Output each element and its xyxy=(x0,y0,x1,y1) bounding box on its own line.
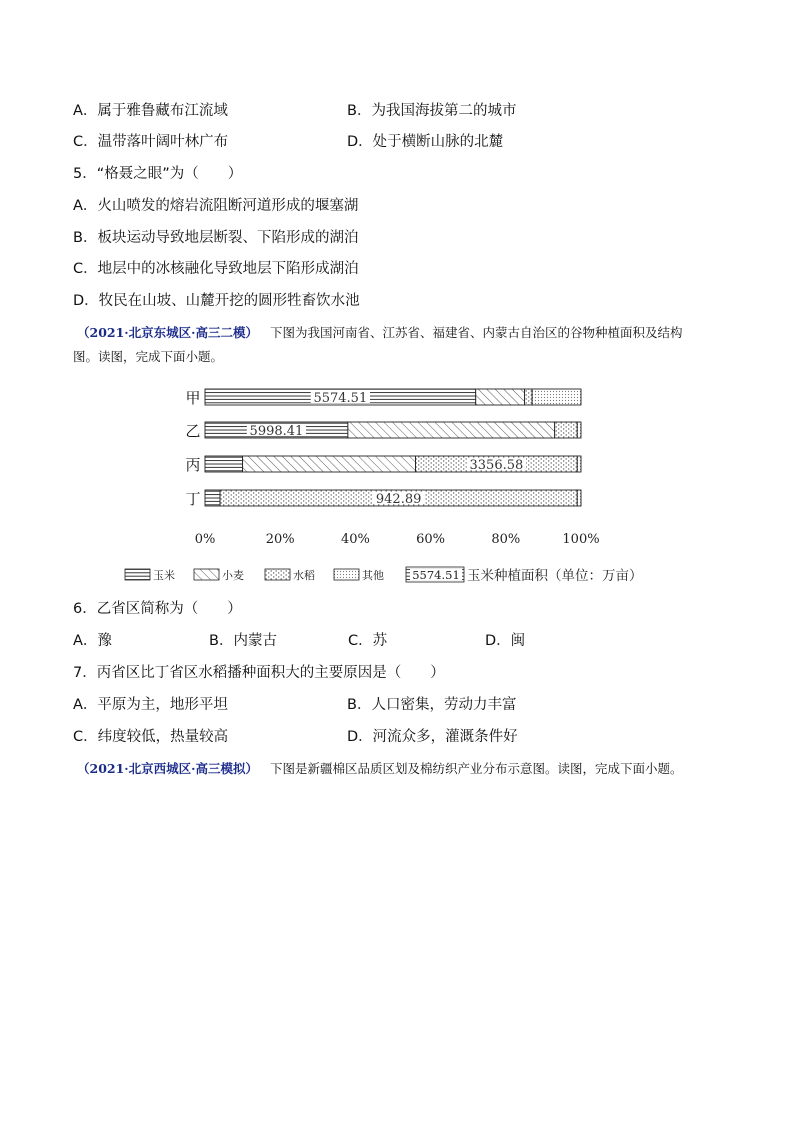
legend-swatch xyxy=(334,569,359,580)
q7-option-b: B．人口密集，劳动力丰富 xyxy=(347,697,517,713)
legend-label: 其他 xyxy=(362,569,384,582)
category-label: 丙 xyxy=(185,456,201,474)
legend-label: 玉米 xyxy=(153,569,175,582)
q5-option-b: B．板块运动导致地层断裂、下陷形成的湖泊 xyxy=(73,230,359,246)
legend-swatch xyxy=(194,569,219,580)
q7-option-d: D．河流众多，灌溉条件好 xyxy=(347,729,518,745)
data-label: 3356.58 xyxy=(469,458,524,473)
x-tick-label: 80% xyxy=(491,532,521,547)
legend-swatch xyxy=(265,569,290,580)
q4-option-a: A．属于雅鲁藏布江流域 xyxy=(73,103,228,119)
q5-stem: 5．“格聂之眼”为（ ） xyxy=(73,166,243,182)
intro1-line1 xyxy=(77,323,683,343)
grain-structure-chart xyxy=(0,378,794,598)
bar-segment xyxy=(243,456,416,472)
x-tick-label: 0% xyxy=(194,532,216,547)
q6-option-a: A．豫 xyxy=(73,633,112,649)
bar-segment xyxy=(525,389,533,405)
bar-segment xyxy=(555,422,578,438)
q4-option-b: B．为我国海拔第二的城市 xyxy=(347,103,517,119)
bar-segment xyxy=(476,389,525,405)
legend-swatch xyxy=(125,569,150,580)
q6-option-b: B．内蒙古 xyxy=(209,633,277,649)
legend-label: 小麦 xyxy=(222,569,244,582)
category-label: 甲 xyxy=(185,389,201,407)
bar-segment xyxy=(205,490,220,506)
intro2-source-tag: （2021·北京西城区·高三模拟） xyxy=(77,761,258,776)
x-tick-label: 100% xyxy=(562,532,600,547)
intro2-text: 下图是新疆棉区品质区划及棉纺织产业分布示意图。读图，完成下面小题。 xyxy=(269,761,683,776)
x-tick-label: 40% xyxy=(340,532,370,547)
data-label: 5998.41 xyxy=(249,424,304,439)
x-tick-label: 20% xyxy=(265,532,295,547)
q6-option-d: D．闽 xyxy=(485,633,526,649)
q7-option-c: C．纬度较低，热量较高 xyxy=(73,729,229,745)
bar-segment xyxy=(577,490,581,506)
q5-option-a: A．火山喷发的熔岩流阻断河道形成的堰塞湖 xyxy=(73,198,359,214)
bar-segment xyxy=(205,456,243,472)
bar-segment xyxy=(532,389,581,405)
bar-segment xyxy=(577,456,581,472)
legend-sample-value: 5574.51 xyxy=(412,568,460,582)
q6-stem: 6．乙省区简称为（ ） xyxy=(73,601,242,617)
q4-option-d: D．处于横断山脉的北麓 xyxy=(347,134,504,150)
data-label: 942.89 xyxy=(375,492,422,507)
bar-segment xyxy=(577,422,581,438)
intro1-line2: 图。读图，完成下面小题。 xyxy=(73,349,224,364)
q4-option-c: C．温带落叶阔叶林广布 xyxy=(73,134,229,150)
data-label: 5574.51 xyxy=(313,391,368,406)
bar-segment xyxy=(348,422,555,438)
q7-stem: 7．丙省区比丁省区水稻播种面积大的主要原因是（ ） xyxy=(73,665,445,681)
x-tick-label: 60% xyxy=(416,532,446,547)
intro1-source-tag: （2021·北京东城区·高三二模） xyxy=(77,325,258,340)
legend-sample-text: 玉米种植面积（单位：万亩） xyxy=(467,568,643,584)
q5-option-c: C．地层中的冰核融化导致地层下陷形成湖泊 xyxy=(73,261,359,277)
q7-option-a: A．平原为主，地形平坦 xyxy=(73,697,228,713)
q5-option-d: D．牧民在山坡、山麓开挖的圆形牲畜饮水池 xyxy=(73,293,360,309)
category-label: 乙 xyxy=(185,422,201,440)
intro1-text: 下图为我国河南省、江苏省、福建省、内蒙古自治区的谷物种植面积及结构 xyxy=(269,325,683,340)
category-label: 丁 xyxy=(185,490,201,508)
legend-label: 水稻 xyxy=(293,569,315,582)
intro2-line xyxy=(77,759,683,779)
q6-option-c: C．苏 xyxy=(348,633,388,649)
